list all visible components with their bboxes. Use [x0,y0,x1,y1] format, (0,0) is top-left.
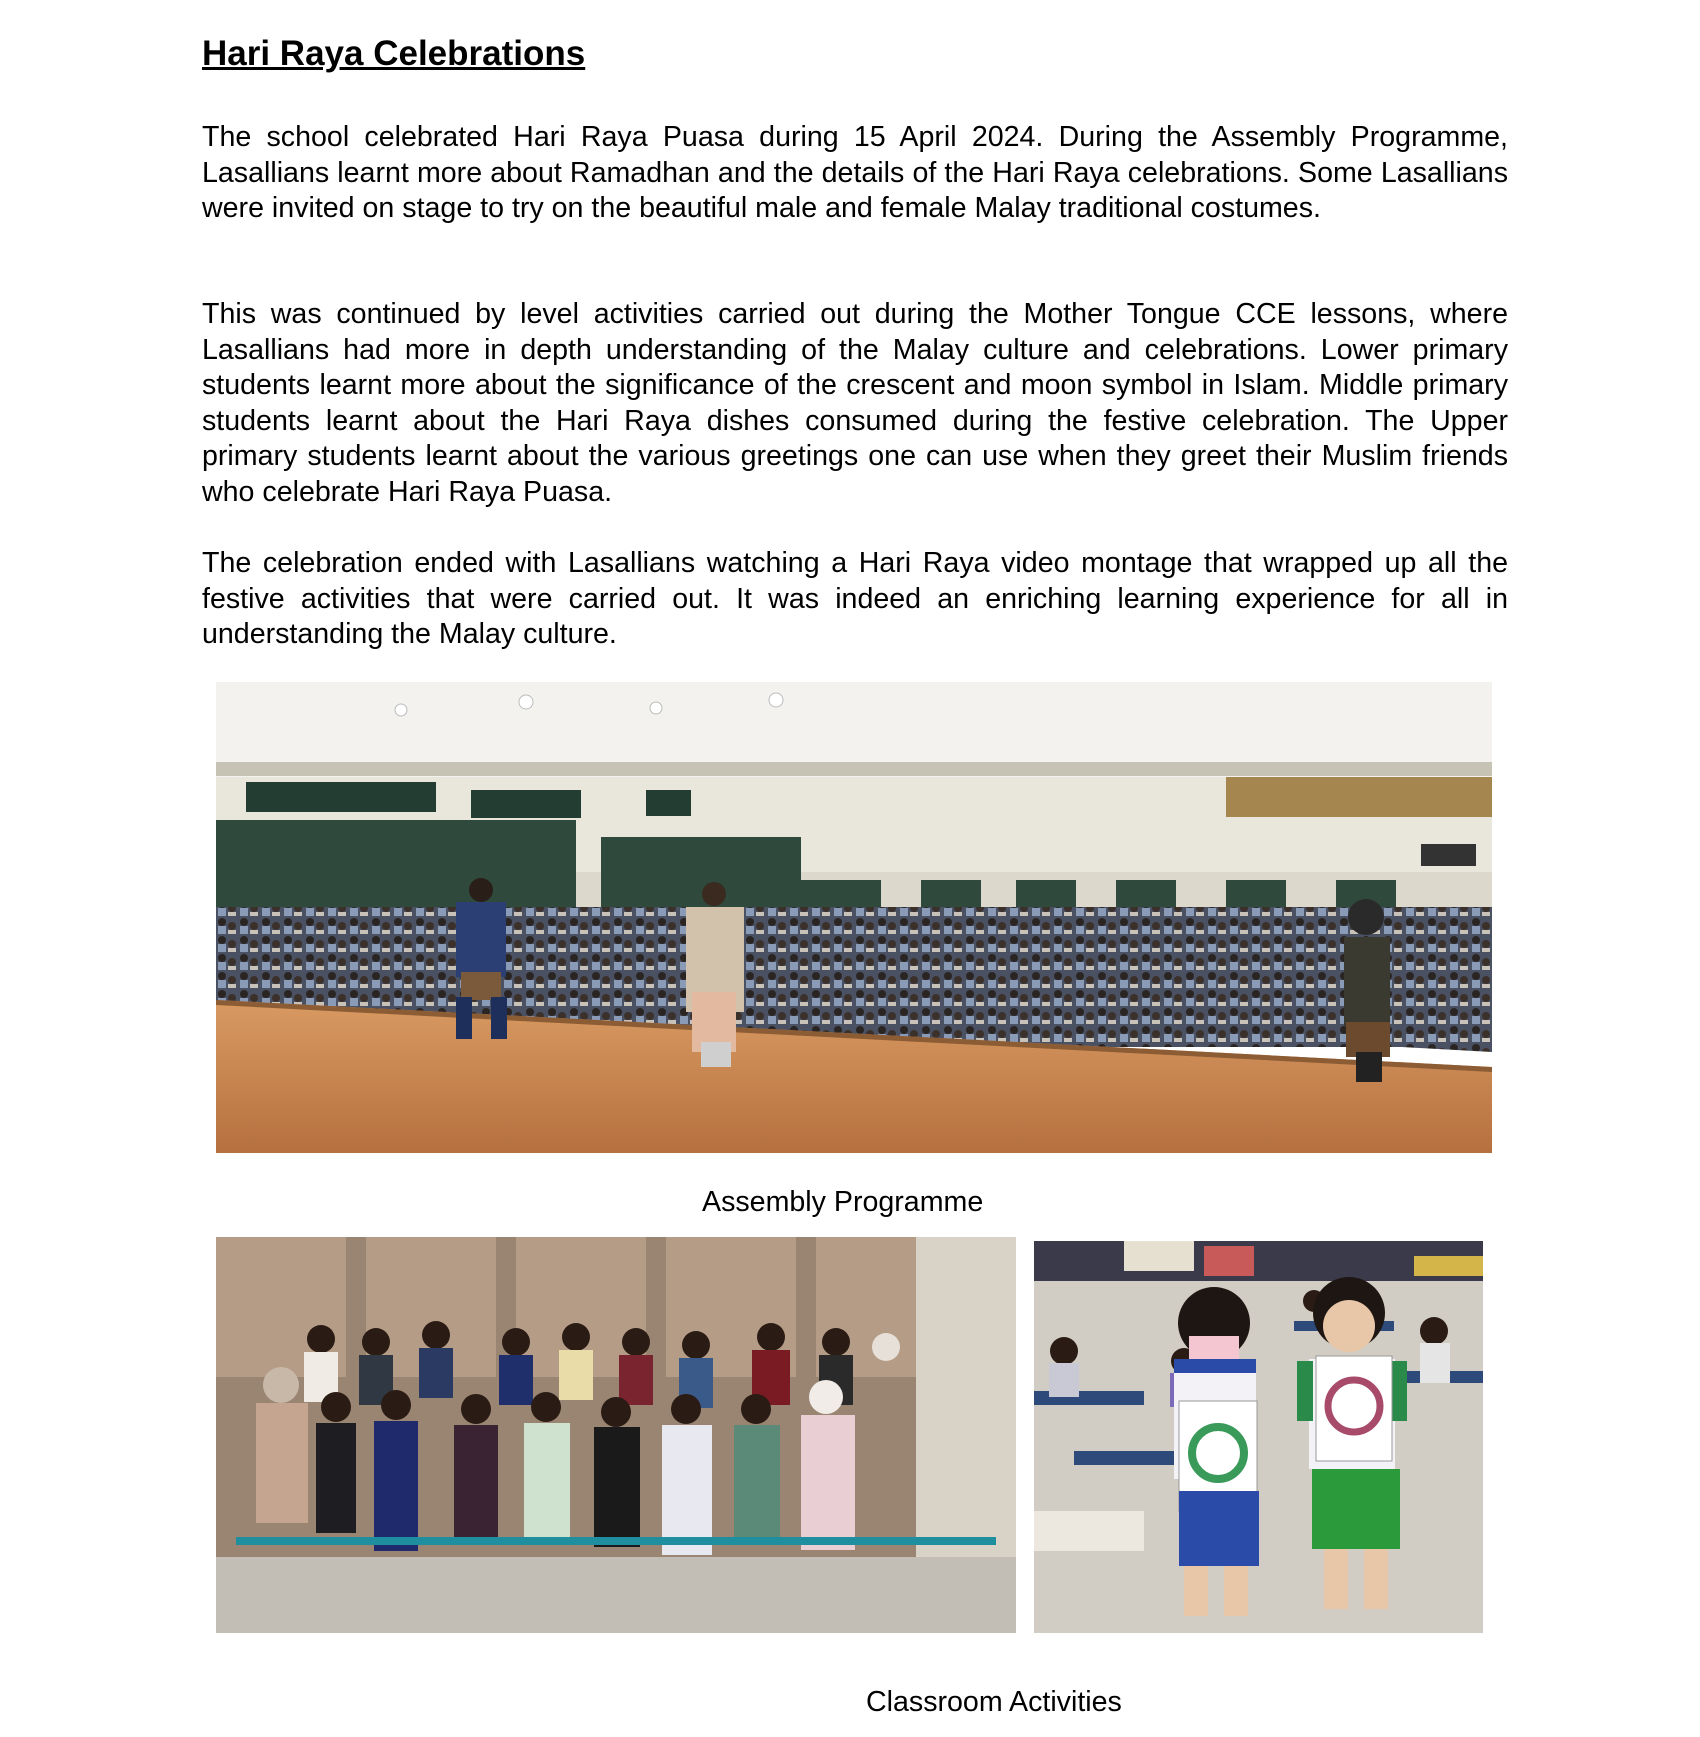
paragraph-intro: The school celebrated Hari Raya Puasa during 15 April 2024. During the Assembly Programme, Lasallians learnt more about Ramadhan and the details of the Hari Raya celebrations. Some Lasallians were invited on stage to try on the beautiful male and female Malay traditional costumes. [202,121,1508,224]
assembly-caption: Assembly Programme [702,1186,984,1218]
group-costume-photo [216,1237,1016,1633]
page-title: Hari Raya Celebrations [202,34,586,73]
classroom-photo [1034,1241,1483,1633]
assembly-photo [216,682,1492,1153]
paragraph-conclusion: The celebration ended with Lasallians watching a Hari Raya video montage that wrapped up all the festive activities that were carried out. It was indeed an enriching learning experience for all in understanding the Malay culture. [202,547,1508,650]
classroom-caption: Classroom Activities [866,1686,1122,1718]
paragraph-level-activities: This was continued by level activities carried out during the Mother Tongue CCE lessons, where Lasallians had more in depth understanding of the Malay culture and celebrations. Lower primary students learnt more about the significance of the crescent and moon symbol in Islam. Middle primary students learnt about the Hari Raya dishes consumed during the festive celebration. The Upper primary students learnt about the various greetings one can use when they greet their Muslim friends who celebrate Hari Raya Puasa. [202,298,1508,508]
